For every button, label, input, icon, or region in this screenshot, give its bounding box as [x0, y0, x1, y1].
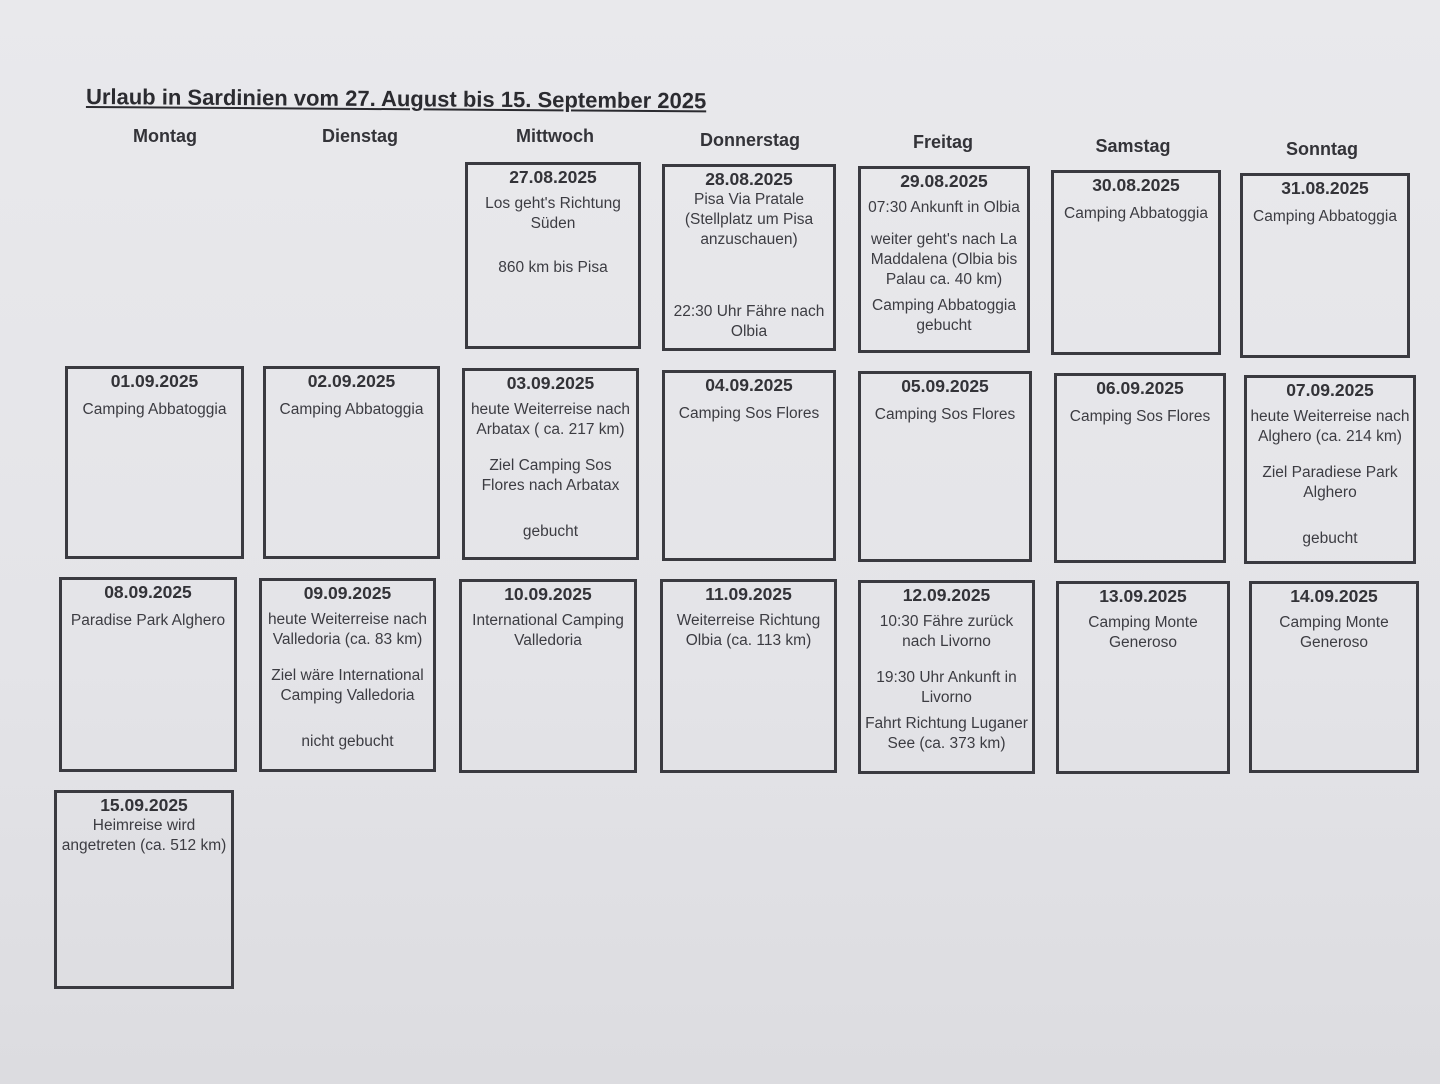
weekday-saturday: Samstag — [1095, 136, 1171, 156]
weekday-wednesday: Mittwoch — [516, 126, 594, 146]
page-title: Urlaub in Sardinien vom 27. August bis 15. September 2025 — [85, 84, 707, 114]
day-note: International Camping Valledoria — [472, 612, 624, 649]
day-note: Camping Sos Flores — [1069, 408, 1211, 425]
day-note: Camping Monte Generoso — [1088, 614, 1198, 651]
day-date: 06.09.2025 — [1096, 378, 1184, 398]
day-note: gebucht — [1302, 530, 1358, 547]
day-note: Camping Abbatoggia — [279, 401, 424, 418]
day-note: Camping Abbatoggia gebucht — [872, 297, 1016, 334]
day-note: heute Weiterreise nach Valledoria (ca. 83 km) — [267, 611, 428, 648]
day-date: 30.08.2025 — [1092, 175, 1180, 195]
day-cell — [1249, 581, 1419, 773]
day-note: Camping Abbatoggia — [82, 401, 227, 418]
day-cell — [858, 580, 1035, 774]
day-cell — [459, 579, 637, 773]
day-note: Camping Sos Flores — [874, 406, 1016, 423]
day-cell — [1244, 375, 1416, 564]
day-note: Camping Abbatoggia — [1064, 205, 1208, 222]
day-date: 11.09.2025 — [705, 584, 792, 604]
day-cell — [54, 790, 234, 989]
day-date: 03.09.2025 — [506, 373, 595, 393]
day-date: 12.09.2025 — [902, 585, 991, 605]
day-cell — [259, 578, 436, 772]
day-note: heute Weiterreise nach Arbatax ( ca. 217 km) — [470, 401, 631, 438]
day-note: gebucht — [522, 523, 579, 540]
day-note: Fahrt Richtung Luganer See (ca. 373 km) — [865, 715, 1028, 752]
day-note: 22:30 Uhr Fähre nach Olbia — [673, 303, 825, 340]
day-note: Camping Monte Generoso — [1279, 614, 1389, 651]
day-cell — [462, 368, 639, 560]
day-note: Pisa Via Pratale (Stellplatz um Pisa anzuschauen) — [684, 191, 814, 248]
day-date: 27.08.2025 — [509, 167, 597, 187]
day-cell — [858, 371, 1032, 562]
day-date: 28.08.2025 — [705, 169, 793, 189]
day-date: 10.09.2025 — [504, 584, 592, 604]
day-date: 01.09.2025 — [110, 371, 199, 391]
day-note: Ziel wäre International Camping Valledoria — [271, 667, 424, 704]
day-date: 08.09.2025 — [104, 582, 192, 602]
day-cell — [65, 366, 244, 559]
day-date: 31.08.2025 — [1281, 178, 1369, 198]
day-note: heute Weiterreise nach Alghero (ca. 214 km) — [1250, 408, 1410, 445]
day-note: Ziel Camping Sos Flores nach Arbatax — [481, 457, 620, 494]
day-note: Heimreise wird angetreten (ca. 512 km) — [61, 817, 227, 854]
day-date: 02.09.2025 — [307, 371, 396, 391]
day-date: 15.09.2025 — [100, 795, 188, 815]
day-date: 04.09.2025 — [705, 375, 793, 395]
day-cell — [662, 370, 836, 561]
day-date: 05.09.2025 — [901, 376, 989, 396]
day-cell — [660, 579, 837, 773]
day-date: 29.08.2025 — [900, 171, 988, 191]
day-cell — [1051, 170, 1221, 355]
day-note: Weiterreise Richtung Olbia (ca. 113 km) — [676, 612, 821, 649]
day-note: 07:30 Ankunft in Olbia — [868, 199, 1020, 216]
day-date: 13.09.2025 — [1099, 586, 1187, 606]
day-note: 860 km bis Pisa — [498, 259, 608, 276]
day-note: 10:30 Fähre zurück nach Livorno — [879, 613, 1014, 650]
day-note: Camping Abbatoggia — [1253, 208, 1397, 225]
day-note: weiter geht's nach La Maddalena (Olbia bis Palau ca. 40 km) — [870, 231, 1018, 288]
day-cell — [263, 366, 440, 559]
day-date: 14.09.2025 — [1290, 586, 1378, 606]
weekday-friday: Freitag — [912, 132, 973, 152]
day-note: Ziel Paradiese Park Alghero — [1262, 464, 1398, 501]
day-date: 09.09.2025 — [303, 583, 392, 603]
weekday-thursday: Donnerstag — [699, 130, 800, 150]
day-note: nicht gebucht — [301, 733, 394, 750]
day-cell — [858, 166, 1030, 353]
day-cell — [1240, 173, 1410, 358]
day-cell — [465, 162, 641, 349]
day-cell — [1054, 373, 1226, 563]
weekday-tuesday: Dienstag — [321, 126, 399, 146]
day-note: 19:30 Uhr Ankunft in Livorno — [876, 669, 1017, 706]
day-note: Los geht's Richtung Süden — [485, 195, 621, 232]
day-cell — [662, 164, 836, 351]
day-cell — [1056, 581, 1230, 774]
day-note: Camping Sos Flores — [678, 405, 820, 422]
weekday-monday: Montag — [133, 126, 197, 146]
day-note: Paradise Park Alghero — [70, 612, 226, 629]
day-cell — [59, 577, 237, 772]
weekday-sunday: Sonntag — [1286, 139, 1358, 159]
day-date: 07.09.2025 — [1286, 380, 1374, 400]
